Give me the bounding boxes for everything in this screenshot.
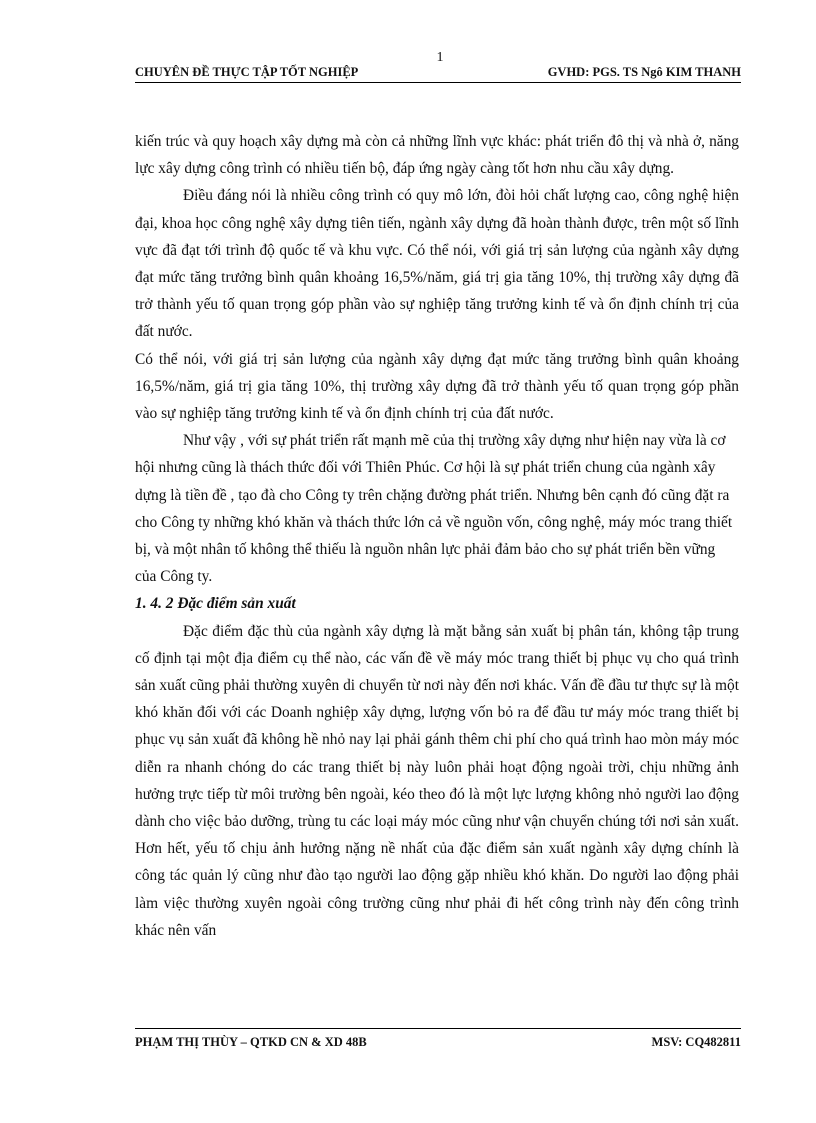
page-footer bbox=[135, 1028, 741, 1051]
paragraph: Có thể nói, với giá trị sản lượng của ngành xây dựng đạt mức tăng trưởng bình quân khoảng 16,5%/năm, giá trị gia tăng 10%, thị trường xây dựng đã trở thành yếu tố quan trọng góp phần vào sự nghiệp tăng trưởng kinh tế và ổn định chính trị của đất nước. bbox=[135, 350, 739, 423]
footer-author: PHẠM THỊ THÙY – QTKD CN & XD 48B bbox=[135, 1035, 367, 1049]
header-title: CHUYÊN ĐỀ THỰC TẬP TỐT NGHIỆP bbox=[135, 65, 359, 79]
footer-student-id: MSV: CQ482811 bbox=[651, 1035, 741, 1049]
header-supervisor: GVHD: PGS. TS Ngô KIM THANH bbox=[547, 65, 741, 79]
paragraph: Như vậy , với sự phát triển rất mạnh mẽ của thị trường xây dựng như hiện nay vừa là cơ hội nhưng cũng là thách thức đối với Thiên Phúc. Cơ hội là sự phát triển chung của ngành xây dựng là tiền đề , tạo đà cho Công ty trên chặng đường phát triển. Nhưng bên cạnh đó cũng đặt ra cho Công ty những khó khăn và thách thức lớn cả về nguồn vốn, công nghệ, máy móc trang thiết bị, và một nhân tố không thể thiếu là nguồn nhân lực phải đảm bảo cho sự phát triển bền vững của Công ty. bbox=[135, 432, 733, 586]
paragraph: Điều đáng nói là nhiều công trình có quy mô lớn, đòi hỏi chất lượng cao, công nghệ hiện đại, khoa học công nghệ xây dựng tiên tiến, ngành xây dựng đã hoàn thành được, trên một số lĩnh vực đã đạt tới trình độ quốc tế và khu vực. Có thể nói, với giá trị sản lượng của ngành xây dựng đạt mức tăng trưởng bình quân khoảng 16,5%/năm, giá trị gia tăng 10%, thị trường xây dựng đã trở thành yếu tố quan trọng góp phần vào sự nghiệp tăng trưởng kinh tế và ổn định chính trị của đất nước. bbox=[135, 187, 739, 341]
page-header bbox=[135, 64, 741, 83]
document-body bbox=[135, 128, 739, 944]
section-heading: 1. 4. 2 Đặc điểm sản xuất bbox=[135, 595, 296, 613]
page-number: 1 bbox=[436, 50, 444, 65]
paragraph: kiến trúc và quy hoạch xây dựng mà còn cả những lĩnh vực khác: phát triển đô thị và nhà ở, năng lực xây dựng công trình có nhiều tiến bộ, đáp ứng ngày càng tốt hơn nhu cầu xây dựng. bbox=[135, 133, 739, 178]
paragraph: Đặc điểm đặc thù của ngành xây dựng là mặt bằng sản xuất bị phân tán, không tập trung cố định tại một địa điểm cụ thể nào, các vấn đề về máy móc trang thiết bị phục vụ cho quá trình sản xuất cũng phải thường xuyên di chuyển từ nơi này đến nơi khác. Vấn đề đầu tư thực sự là một khó khăn đối với các Doanh nghiệp xây dựng, lượng vốn bỏ ra để đầu tư máy móc trang thiết bị phục vụ sản xuất đã không hề nhỏ nay lại phải gánh thêm chi phí cho quá trình hao mòn máy móc diễn ra nhanh chóng do các trang thiết bị này luôn phải hoạt động ngoài trời, chịu những ảnh hưởng trực tiếp từ môi trường bên ngoài, kéo theo đó là một lực lượng không nhỏ người lao động dành cho việc bảo dưỡng, trùng tu các loại máy móc cũng như vận chuyển chúng tới nơi sản xuất. Hơn hết, yếu tố chịu ảnh hưởng nặng nề nhất của đặc điểm sản xuất ngành xây dựng chính là công tác quản lý cũng như đào tạo người lao động gặp nhiều khó khăn. Do người lao động phải làm việc thường xuyên ngoài công trường cũng như phải đi hết công trình này đến công trình khác nên vấn bbox=[135, 622, 739, 939]
